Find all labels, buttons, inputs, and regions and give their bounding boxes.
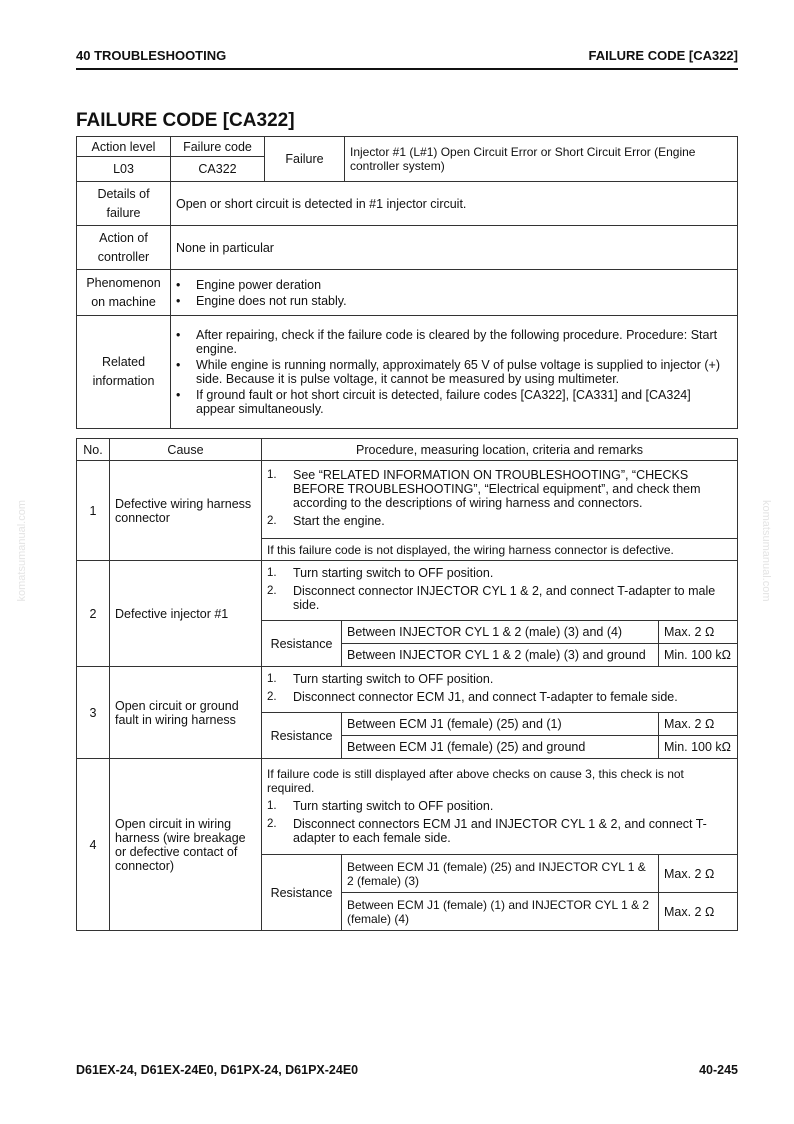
- measure-value: Max. 2 Ω: [659, 855, 738, 893]
- footer-models: D61EX-24, D61EX-24E0, D61PX-24, D61PX-24E0: [76, 1063, 359, 1077]
- list-item: [176, 294, 732, 308]
- step-item: [267, 799, 732, 813]
- col-header-cause: Cause: [110, 439, 262, 461]
- step-item: [267, 672, 732, 686]
- related-text: While engine is running normally, approximately 65 V of pulse voltage is supplied to injector (+) side. Because it is pulse voltage, it cannot be measured by using multimeter.: [196, 358, 720, 386]
- action-level-label: Action level: [77, 137, 171, 157]
- procedure-note: If this failure code is not displayed, the wiring harness connector is defective.: [262, 539, 738, 561]
- step-number: 1.: [267, 469, 277, 481]
- measure-location: Between ECM J1 (female) (1) and INJECTOR CYL 1 & 2 (female) (4): [342, 893, 659, 931]
- cause-number: 2: [77, 561, 110, 667]
- measure-value: Max. 2 Ω: [659, 893, 738, 931]
- phenomenon-label: Phenomenon on machine: [77, 270, 171, 316]
- step-text: Disconnect connector INJECTOR CYL 1 & 2, and connect T-adapter to male side.: [293, 584, 716, 612]
- cause-text: Open circuit or ground fault in wiring harness: [110, 667, 262, 759]
- failure-code-label: Failure code: [171, 137, 265, 157]
- failure-label: Failure: [265, 137, 345, 182]
- step-number: 2.: [267, 817, 277, 830]
- failure-description: Injector #1 (L#1) Open Circuit Error or Short Circuit Error (Engine controller system): [345, 137, 738, 182]
- cause-table: [76, 438, 738, 931]
- step-number: 1.: [267, 799, 277, 812]
- step-text: Turn starting switch to OFF position.: [293, 566, 494, 580]
- step-number: 2.: [267, 515, 277, 527]
- col-header-procedure: Procedure, measuring location, criteria and remarks: [262, 439, 738, 461]
- details-label: Details of failure: [77, 182, 171, 226]
- table-row: [77, 461, 738, 539]
- cause-text: Open circuit in wiring harness (wire breakage or defective contact of connector): [110, 759, 262, 931]
- related-text: If ground fault or hot short circuit is detected, failure codes [CA322], [CA331] and [CA324] appear simultaneously.: [196, 388, 691, 416]
- bullet: •: [176, 358, 181, 372]
- step-item: [267, 514, 732, 528]
- procedure-steps: [262, 667, 738, 713]
- page-footer: [76, 1063, 738, 1077]
- resistance-label: Resistance: [262, 713, 342, 759]
- watermark-right: komatsumanual.com: [760, 500, 772, 602]
- procedure-steps: [262, 759, 738, 855]
- bullet: •: [176, 328, 181, 342]
- failure-info-table: [76, 136, 738, 429]
- action-level-value: L03: [77, 157, 171, 182]
- col-header-no: No.: [77, 439, 110, 461]
- bullet: •: [176, 388, 181, 402]
- page-header: [76, 48, 738, 68]
- step-item: [267, 690, 732, 704]
- details-value: Open or short circuit is detected in #1 injector circuit.: [171, 182, 738, 226]
- cause-text: Defective wiring harness connector: [110, 461, 262, 561]
- measure-location: Between INJECTOR CYL 1 & 2 (male) (3) and ground: [342, 644, 659, 667]
- cause-number: 3: [77, 667, 110, 759]
- step-number: 1.: [267, 673, 277, 685]
- header-code: FAILURE CODE [CA322]: [588, 48, 738, 63]
- resistance-label: Resistance: [262, 855, 342, 931]
- measure-value: Min. 100 kΩ: [659, 644, 738, 667]
- list-item: [176, 388, 732, 416]
- measure-value: Max. 2 Ω: [659, 621, 738, 644]
- phenomenon-list: [171, 270, 738, 316]
- related-list: [171, 316, 738, 429]
- procedure-steps: [262, 561, 738, 621]
- measure-location: Between INJECTOR CYL 1 & 2 (male) (3) and (4): [342, 621, 659, 644]
- measure-value: Max. 2 Ω: [659, 713, 738, 736]
- related-label: Related information: [77, 316, 171, 429]
- step-number: 2.: [267, 585, 277, 597]
- cause-text: Defective injector #1: [110, 561, 262, 667]
- table-row: [77, 667, 738, 713]
- list-item: [176, 278, 732, 292]
- header-rule: [76, 68, 738, 70]
- step-text: Disconnect connector ECM J1, and connect T-adapter to female side.: [293, 690, 678, 704]
- step-item: [267, 468, 732, 510]
- step-text: See “RELATED INFORMATION ON TROUBLESHOOTING”, “CHECKS BEFORE TROUBLESHOOTING”, “Electrical equipment”, and check them according to the descriptions of wiring harness and connectors.: [293, 468, 701, 510]
- failure-code-value: CA322: [171, 157, 265, 182]
- measure-location: Between ECM J1 (female) (25) and INJECTOR CYL 1 & 2 (female) (3): [342, 855, 659, 893]
- phenomenon-text: Engine does not run stably.: [196, 293, 347, 308]
- table-row: [77, 561, 738, 621]
- measure-location: Between ECM J1 (female) (25) and ground: [342, 736, 659, 759]
- list-item: [176, 328, 732, 356]
- step-text: Start the engine.: [293, 514, 385, 528]
- list-item: [176, 358, 732, 386]
- cause-number: 1: [77, 461, 110, 561]
- action-value: None in particular: [171, 226, 738, 270]
- step-item: [267, 584, 732, 612]
- procedure-precondition: If failure code is still displayed after above checks on cause 3, this check is not required.: [267, 766, 684, 795]
- step-number: 1.: [267, 567, 277, 579]
- step-number: 2.: [267, 691, 277, 703]
- page-title: FAILURE CODE [CA322]: [76, 110, 295, 131]
- watermark-left: komatsumanual.com: [16, 500, 28, 602]
- action-label: Action of controller: [77, 226, 171, 270]
- step-text: Disconnect connectors ECM J1 and INJECTOR CYL 1 & 2, and connect T-adapter to each female side.: [293, 816, 707, 845]
- step-text: Turn starting switch to OFF position.: [293, 672, 494, 686]
- measure-location: Between ECM J1 (female) (25) and (1): [342, 713, 659, 736]
- phenomenon-text: Engine power deration: [196, 277, 322, 292]
- table-row: [77, 759, 738, 855]
- step-text: Turn starting switch to OFF position.: [293, 798, 494, 813]
- bullet: •: [176, 277, 181, 292]
- header-section: 40 TROUBLESHOOTING: [76, 48, 227, 63]
- related-text: After repairing, check if the failure code is cleared by the following procedure. Procedure: Start engine.: [196, 328, 718, 356]
- cause-number: 4: [77, 759, 110, 931]
- step-item: [267, 566, 732, 580]
- step-item: [267, 817, 732, 845]
- resistance-label: Resistance: [262, 621, 342, 667]
- procedure-steps: [262, 461, 738, 539]
- bullet: •: [176, 293, 181, 308]
- page-number: 40-245: [699, 1063, 738, 1077]
- measure-value: Min. 100 kΩ: [659, 736, 738, 759]
